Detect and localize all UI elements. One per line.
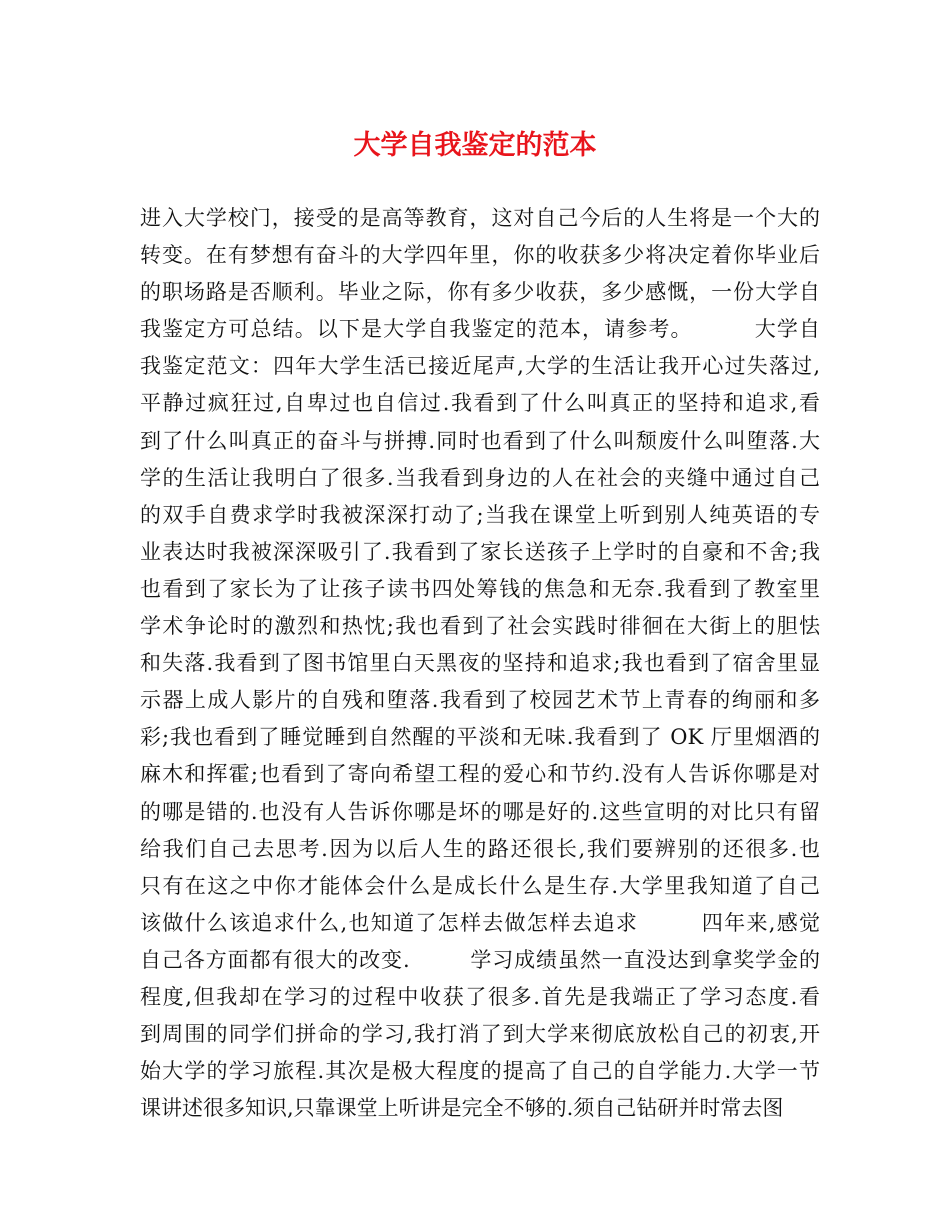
document-title: 大学自我鉴定的范本 [353,130,597,161]
body-line: 也看到了家长为了让孩子读书四处筹钱的焦急和无奈.我看到了教室里 [140,576,820,601]
body-line: 学的生活让我明白了很多.当我看到身边的人在社会的夹缝中通过自己 [140,465,820,490]
body-line: 业表达时我被深深吸引了.我看到了家长送孩子上学时的自豪和不舍;我 [140,539,820,564]
body-line: 的职场路是否顺利。毕业之际，你有多少收获，多少感慨，一份大学自 [140,280,820,305]
body-line: 彩;我也看到了睡觉睡到自然醒的平淡和无味.我看到了 OK 厅里烟酒的 [140,725,820,750]
body-line: 始大学的学习旅程.其次是极大程度的提高了自己的自学能力.大学一节 [140,1059,820,1084]
body-line: 示器上成人影片的自残和堕落.我看到了校园艺术节上青春的绚丽和多 [140,688,820,713]
body-line: 该做什么该追求什么,也知道了怎样去做怎样去追求 四年来,感觉 [140,910,820,935]
body-line: 和失落.我看到了图书馆里白天黑夜的坚持和追求;我也看到了宿舍里显 [140,651,820,676]
body-line: 的哪是错的.也没有人告诉你哪是坏的哪是好的.这些宣明的对比只有留 [140,799,820,824]
document-body [140,200,820,1127]
body-line: 转变。在有梦想有奋斗的大学四年里，你的收获多少将决定着你毕业后 [140,243,820,268]
body-line: 学术争论时的激烈和热忱;我也看到了社会实践时徘徊在大街上的胆怯 [140,614,820,639]
body-line: 到了什么叫真正的奋斗与拼搏.同时也看到了什么叫颓废什么叫堕落.大 [140,428,820,453]
body-line: 自己各方面都有很大的改变. 学习成绩虽然一直没达到拿奖学金的 [140,947,820,972]
body-line: 的双手自费求学时我被深深打动了;当我在课堂上听到别人纯英语的专 [140,502,820,527]
body-line: 我鉴定范文：四年大学生活已接近尾声,大学的生活让我开心过失落过, [140,354,820,379]
body-line: 进入大学校门，接受的是高等教育，这对自己今后的人生将是一个大的 [140,206,820,230]
body-line: 课讲述很多知识,只靠课堂上听讲是完全不够的.须自己钻研并时常去图 [140,1096,784,1121]
body-line: 平静过疯狂过,自卑过也自信过.我看到了什么叫真正的坚持和追求,看 [140,391,820,416]
body-line: 给我们自己去思考.因为以后人生的路还很长,我们要辨别的还很多.也 [140,836,820,861]
body-line: 我鉴定方可总结。以下是大学自我鉴定的范本，请参考。 大学自 [140,317,820,342]
body-line: 到周围的同学们拼命的学习,我打消了到大学来彻底放松自己的初衷,开 [140,1022,820,1047]
body-line: 程度,但我却在学习的过程中收获了很多.首先是我端正了学习态度.看 [140,984,820,1009]
body-line: 只有在这之中你才能体会什么是成长什么是生存.大学里我知道了自己 [140,873,820,898]
body-line: 麻木和挥霍;也看到了寄向希望工程的爱心和节约.没有人告诉你哪是对 [140,762,820,787]
